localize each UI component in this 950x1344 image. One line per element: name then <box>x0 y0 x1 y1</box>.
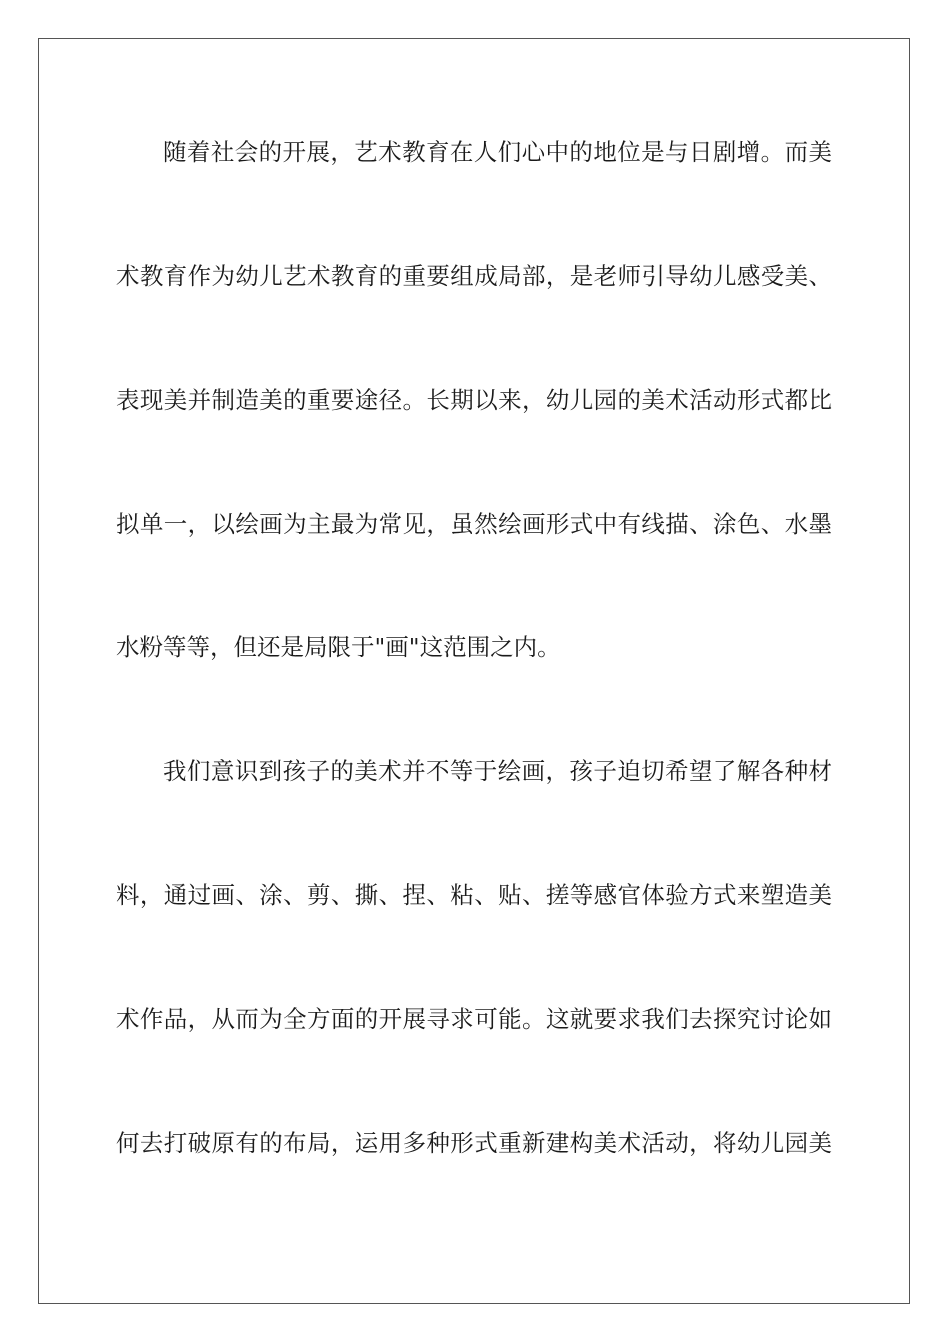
text-line: 何去打破原有的布局，运用多种形式重新建构美术活动，将幼儿园美 <box>116 1129 832 1157</box>
text-line: 术教育作为幼儿艺术教育的重要组成局部，是老师引导幼儿感受美、 <box>116 262 832 290</box>
text-line: 随着社会的开展，艺术教育在人们心中的地位是与日剧增。而美 <box>163 138 832 166</box>
text-line: 我们意识到孩子的美术并不等于绘画，孩子迫切希望了解各种材 <box>163 757 832 785</box>
text-line: 术作品，从而为全方面的开展寻求可能。这就要求我们去探究讨论如 <box>116 1005 832 1033</box>
text-line: 水粉等等，但还是局限于"画"这范围之内。 <box>116 633 561 661</box>
page-frame <box>38 38 910 1304</box>
text-line: 表现美并制造美的重要途径。长期以来，幼儿园的美术活动形式都比 <box>116 386 832 414</box>
text-line: 拟单一，以绘画为主最为常见，虽然绘画形式中有线描、涂色、水墨 <box>116 510 832 538</box>
text-line: 料，通过画、涂、剪、撕、捏、粘、贴、搓等感官体验方式来塑造美 <box>116 881 832 909</box>
